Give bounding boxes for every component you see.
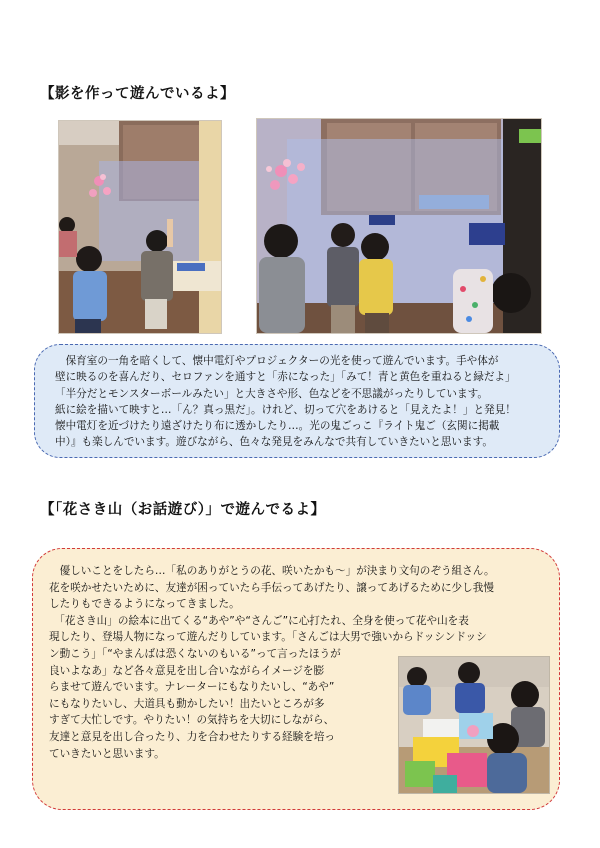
text-line: ン動こう」「“やまんばは恐くないのもいる”って言ったほうが	[49, 647, 341, 660]
text-line: らませて遊んでいます。ナレーターにもなりたいし、“あや”	[49, 681, 335, 694]
section-heading-hanasaki-yama: 【「花さき山（お話遊び）」で遊んでるよ】	[40, 502, 326, 518]
photo-children-story-play	[398, 656, 550, 794]
text-line: にもなりたいし、大道具も動かしたい！出たいところが多	[49, 697, 325, 710]
text-line: 紙に絵を描いて映すと…「ん？真っ黒だ」。けれど、切って穴をあけると「見えたよ！」と発見！	[55, 403, 516, 416]
text-line: すぎて大忙しです。やりたい！の気持ちを大切にしながら、	[49, 714, 335, 727]
photo-shadow-play-left	[58, 120, 222, 334]
text-line: 壁に映るのを喜んだり、セロファンを通すと「赤になった」「みて！青と黄色を重ねると緑だよ」	[55, 371, 516, 384]
text-line: 花を咲かせたいために、友達が困っていたら手伝ってあげたり、譲ってあげるために少し我慢	[49, 581, 494, 594]
shadow-play-description-box	[34, 344, 560, 458]
text-line: 「半分だとモンスターボールみたい」と大きさや形、色などを不思議がったりしています。	[55, 387, 488, 400]
text-line: 「花さき山」の絵本に出てくる“あや”や“さんご”に心打たれ、全身を使って花や山を表	[49, 614, 469, 627]
text-line: 優しいことをしたら…「私のありがとうの花、咲いたかも～」が決まり文句のぞう組さん。	[49, 565, 495, 577]
photo-shadow-play-right	[256, 118, 542, 334]
text-line: ていきたいと思います。	[49, 747, 165, 760]
text-line: 良いよなあ」など各々意見を出し合いながらイメージを膨	[49, 664, 325, 677]
section-heading-shadow-play: 【影を作って遊んでいるよ】	[40, 86, 235, 102]
text-line: したりもできるようになってきました。	[49, 598, 240, 611]
text-line: 現したり、登場人物になって遊んだりしています。「さんごは大男で強いからドッシンドッシ	[49, 631, 487, 644]
text-line: 友達と意見を出し合ったり、力を合わせたりする経験を培っ	[49, 730, 336, 743]
text-line: 中）』も楽しんでいます。遊びながら、色々な発見をみんなで共有していきたいと思います。	[55, 436, 493, 449]
text-line: 懐中電灯を近づけたり遠ざけたり布に透かしたり…。光の鬼ごっこ『ライト鬼ご（玄関に掲載	[55, 420, 500, 433]
text-line: 保育室の一角を暗くして、懐中電灯やプロジェクターの光を使って遊んでいます。手や体が	[55, 355, 499, 367]
